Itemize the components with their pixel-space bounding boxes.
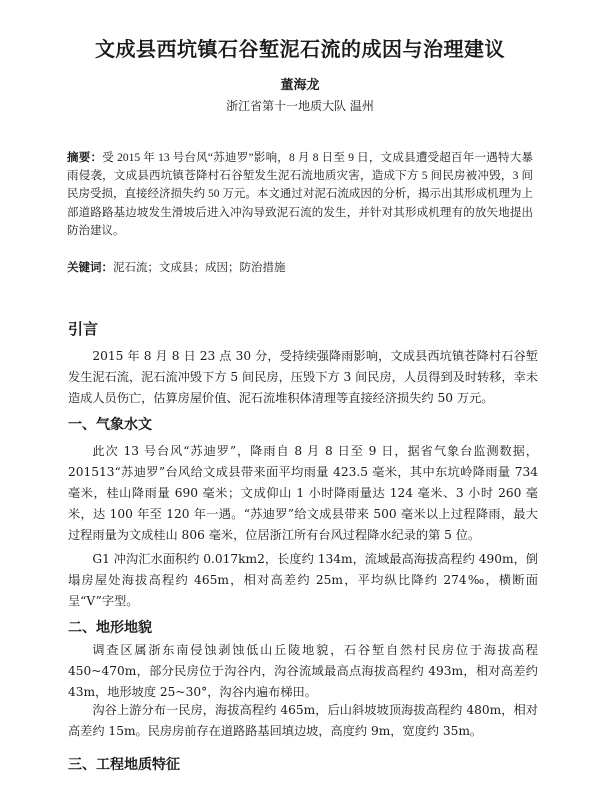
section-title-intro: 引言: [68, 320, 99, 338]
meteorology-paragraph-1: 此次 13 号台风“苏迪罗”，降雨自 8 月 8 日至 9 日，据省气象台监测数据，201513“苏迪罗”台风给文成县带来面平均雨量 423.5 毫米，其中东坑岭降雨量 734 毫米，桂山降雨量 690 毫米；文成仰山 1 小时降雨量达 124 毫米、3 小时 260 毫米，达 100 年至 120 年一遇。“苏迪罗”给文成县带来 500 毫米以上过程降雨，最大过程雨量为文成桂山 806 毫米，位居浙江所有台风过程降水纪录的第 5 位。: [68, 444, 538, 542]
section-title-meteorology: 一、气象水文: [68, 417, 152, 433]
topography-paragraph-1: 调查区属浙东南侵蚀剥蚀低山丘陵地貌，石谷堑自然村民房位于海拔高程 450~470m，部分民房位于沟谷内，沟谷流域最高点海拔高程约 493m，相对高差约 43m，地形坡度 25~30°，沟谷内遍布梯田。: [68, 643, 538, 699]
keywords-text: 泥石流；文成县；成因；防治措施: [113, 260, 286, 274]
abstract-label: 摘要：: [67, 150, 103, 164]
section-title-topography: 二、地形地貌: [68, 620, 152, 636]
abstract-text: 受 2015 年 13 号台风“苏迪罗”影响，8 月 8 日至 9 日，文成县遭受超百年一遇特大暴雨侵袭，文成县西坑镇苍降村石谷堑发生泥石流地质灾害，造成下方 5 间民房被冲毁，3 间民房受损，直接经济损失约 50 万元。本文通过对泥石流成因的分析，揭示出其形成机理为上部道路路基边坡发生滑坡后进入冲沟导致泥石流的发生，并针对其形成机理有的放矢地提出防治建议。: [67, 152, 533, 237]
keywords-label: 关键词：: [67, 260, 113, 274]
abstract: [67, 148, 533, 240]
keywords: [67, 258, 533, 276]
author-name: 董海龙: [280, 78, 320, 93]
meteorology-paragraph-2: G1 冲沟汇水面积约 0.017km2，长度约 134m，流域最高海拔高程约 490m，倒塌房屋处海拔高程约 465m，相对高差约 25m，平均纵比降约 274‰，横断面呈“V”字型。: [68, 552, 538, 608]
intro-paragraph: 2015 年 8 月 8 日 23 点 30 分，受持续强降雨影响，文成县西坑镇苍降村石谷堑发生泥石流，泥石流冲毁下方 5 间民房，压毁下方 3 间民房，人员得到及时转移，幸未造成人员伤亡，估算房屋价值、泥石流堆积体清理等直接经济损失约 50 万元。: [68, 349, 538, 405]
topography-paragraph-2: 沟谷上游分布一民房，海拔高程约 465m，后山斜坡坡顶海拔高程约 480m，相对高差约 15m。民房房前存在道路路基回填边坡，高度约 9m，宽度约 35m。: [68, 703, 538, 738]
author-affiliation: 浙江省第十一地质大队 温州: [226, 99, 374, 113]
paper-title: 文成县西坑镇石谷堑泥石流的成因与治理建议: [95, 37, 505, 61]
section-title-engineering-geology: 三、工程地质特征: [68, 757, 180, 773]
